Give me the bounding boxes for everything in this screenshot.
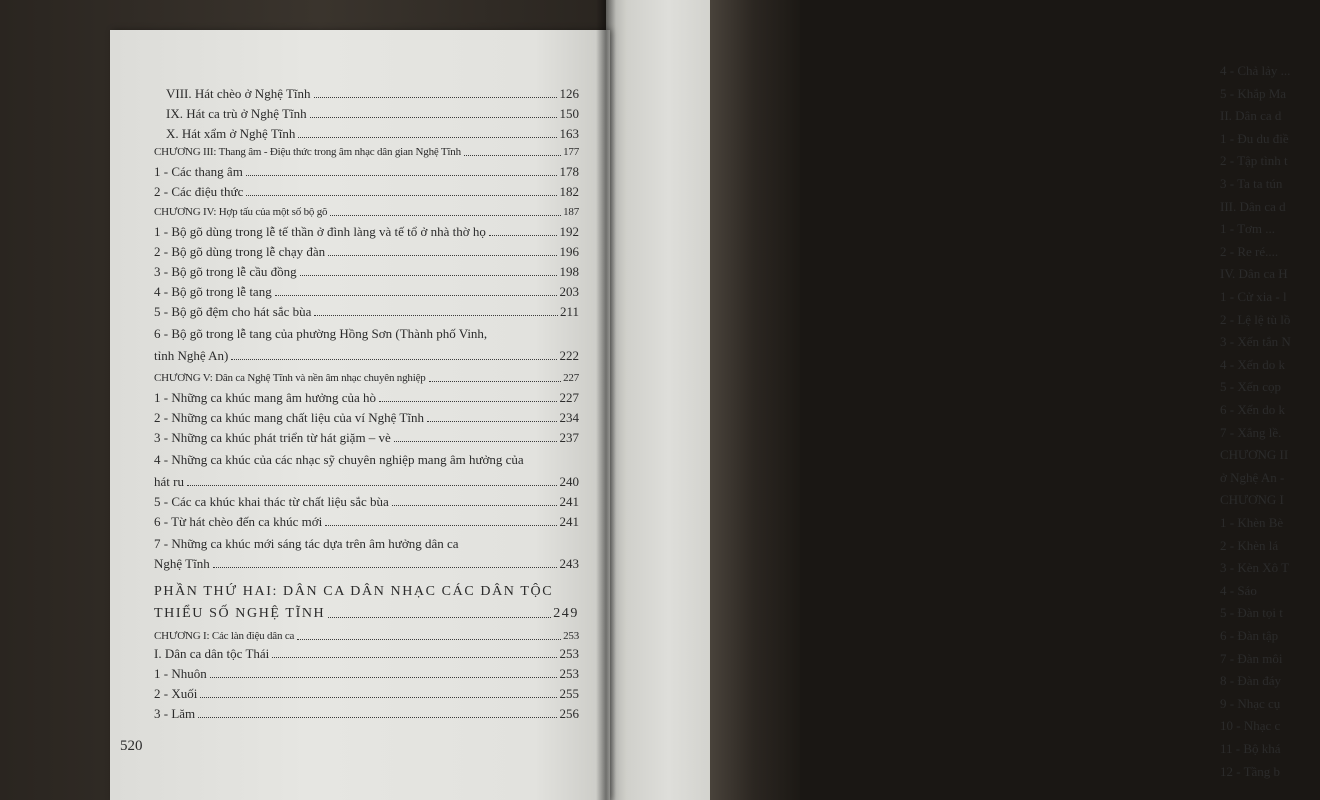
right-page-line: 12 - Tầng b: [1220, 763, 1281, 779]
toc-leader-dots: [489, 235, 557, 236]
toc-entry-page: 198: [559, 264, 579, 279]
right-page-line: 1 - Đu du điề: [1220, 130, 1289, 146]
toc-entry-title: 2 - Những ca khúc mang chất liệu của ví Nghệ Tĩnh: [154, 410, 424, 425]
toc-entry: [154, 492, 579, 512]
page-number: 520: [120, 738, 143, 754]
toc-entry-title: I. Dân ca dân tộc Thái: [154, 646, 270, 661]
toc-entry-title: 1 - Bộ gõ dùng trong lễ tế thần ở đình làng và tế tổ ở nhà thờ họ: [154, 224, 486, 239]
right-page-line: 2 - Lệ lệ tù lồ: [1220, 311, 1291, 327]
right-page-line: 1 - Cử xia - l: [1220, 289, 1287, 304]
toc-entry-title: CHƯƠNG IV: Hợp tấu của một số bộ gõ: [154, 206, 328, 218]
toc-leader-dots: [328, 617, 551, 618]
toc-entry-title: 6 - Bộ gõ trong lễ tang của phường Hồng Sơn (Thành phố Vinh,: [154, 326, 488, 341]
right-page-line: 1 - Khèn Bè: [1220, 515, 1284, 530]
right-page-line: 2 - Re ré....: [1220, 243, 1279, 259]
right-page-line: 2 - Khèn lá: [1220, 537, 1279, 553]
toc-entry-page: 163: [559, 126, 579, 141]
right-page-line: 2 - Tập tình t: [1220, 153, 1288, 169]
toc-leader-dots: [231, 359, 557, 360]
toc-entry-title: CHƯƠNG III: Thang âm - Điệu thức trong âm nhạc dân gian Nghệ Tĩnh: [154, 146, 461, 158]
toc-entry-page: 211: [559, 304, 579, 319]
right-page-line: 6 - Đàn tập: [1220, 628, 1279, 643]
toc-entry-title: 2 - Xuối: [154, 686, 198, 701]
toc-leader-dots: [210, 677, 557, 678]
toc-leader-dots: [314, 97, 557, 98]
right-page-line: 9 - Nhạc cụ: [1220, 695, 1281, 711]
toc-leader-dots: [187, 485, 557, 486]
right-page-line: 3 - Ta ta tún: [1220, 176, 1283, 191]
toc-entry-page: 227: [563, 372, 579, 384]
toc-entry-title: IX. Hát ca trù ở Nghệ Tĩnh: [166, 106, 307, 121]
toc-leader-dots: [200, 697, 557, 698]
toc-entry: [154, 684, 579, 704]
toc-entry-title: 3 - Bộ gõ trong lễ cầu đồng: [154, 264, 297, 279]
right-page-line: 7 - Xắng lề.: [1220, 424, 1282, 440]
toc-leader-dots: [394, 441, 557, 442]
toc-entry-page: 241: [559, 494, 579, 509]
right-page-line: IV. Dân ca H: [1220, 266, 1288, 282]
right-page-line: 5 - Khắp Ma: [1220, 85, 1287, 101]
right-page-line: 11 - Bộ khá: [1220, 741, 1281, 756]
toc-entry: [154, 368, 579, 388]
toc-leader-dots: [464, 155, 561, 156]
toc-entry-title: 3 - Những ca khúc phát triển từ hát giặm – vè: [154, 430, 391, 445]
right-page-line: 5 - Xến cọp: [1220, 379, 1282, 395]
toc-entry-page: 240: [559, 474, 579, 489]
toc-entry-title: 3 - Lăm: [154, 706, 196, 721]
toc-entry-title: 5 - Các ca khúc khai thác từ chất liệu sắc bùa: [154, 494, 389, 509]
toc-entry: [154, 534, 579, 554]
toc-entry-title: 2 - Các điệu thức: [154, 184, 244, 199]
right-page: [606, 0, 1291, 800]
toc-entry-title: CHƯƠNG I: Các làn điệu dân ca: [154, 630, 295, 642]
right-page-line: 4 - Chả lảy ...: [1220, 63, 1291, 78]
toc-entry: [154, 450, 579, 470]
toc-leader-dots: [314, 315, 558, 316]
toc-entry: [154, 664, 579, 684]
toc-entry-page: 196: [559, 244, 579, 259]
toc-entry-page: 253: [563, 630, 579, 642]
toc-entry-page: 253: [559, 646, 579, 661]
right-page-line: 7 - Đàn môi: [1220, 650, 1283, 666]
toc-entry: [154, 182, 579, 202]
toc-entry: [154, 84, 579, 104]
toc-entry: [154, 604, 579, 624]
toc-entry-title: Nghệ Tĩnh: [154, 556, 210, 571]
toc-entry-page: 256: [559, 706, 579, 721]
toc-entry-title: 1 - Nhuôn: [154, 666, 207, 681]
toc-entry: [154, 124, 579, 144]
toc-entry-page: 255: [559, 686, 579, 701]
toc-leader-dots: [246, 175, 557, 176]
toc-entry-page: 241: [559, 514, 579, 529]
toc-entry: [154, 388, 579, 408]
toc-leader-dots: [300, 275, 557, 276]
toc-entry-title: PHẦN THỨ HAI: DÂN CA DÂN NHẠC CÁC DÂN TỘC: [154, 584, 554, 599]
toc-leader-dots: [213, 567, 557, 568]
right-page-line: 8 - Đàn đáy: [1220, 673, 1282, 689]
toc-entry: [154, 242, 579, 262]
toc-entry-page: 126: [559, 86, 579, 101]
toc-leader-dots: [297, 639, 561, 640]
toc-entry-page: 178: [559, 164, 579, 179]
toc-entry: [154, 428, 579, 448]
toc-leader-dots: [310, 117, 557, 118]
right-page-line: CHƯƠNG II: [1220, 447, 1289, 463]
toc-entry-title: 4 - Những ca khúc của các nhạc sỹ chuyên nghiệp mang âm hưởng của: [154, 452, 524, 467]
right-page-line: II. Dân ca d: [1220, 108, 1282, 124]
toc-entry-page: 177: [563, 146, 579, 158]
toc-leader-dots: [427, 421, 557, 422]
toc-entry-title: 1 - Những ca khúc mang âm hưởng của hò: [154, 390, 377, 405]
right-page-line: 6 - Xến do k: [1220, 402, 1285, 417]
book-gutter: [596, 0, 616, 800]
toc-entry-title: X. Hát xẩm ở Nghệ Tĩnh: [166, 126, 296, 141]
toc-entry-page: 187: [563, 206, 579, 218]
toc-entry: [154, 512, 579, 532]
toc-entry: [154, 472, 579, 492]
toc-leader-dots: [198, 717, 557, 718]
toc-entry-title: CHƯƠNG V: Dân ca Nghệ Tĩnh và nền âm nhạc chuyên nghiệp: [154, 372, 426, 384]
right-page-line: ở Nghệ An -: [1220, 469, 1285, 485]
toc-entry-page: 237: [559, 430, 579, 445]
right-page-line: 4 - Xến do k: [1220, 356, 1285, 372]
toc-entry: [154, 202, 579, 222]
toc-leader-dots: [298, 137, 557, 138]
toc-entry: [154, 582, 579, 602]
right-page-line: 4 - Sáo: [1220, 582, 1257, 598]
toc-entry: [154, 324, 579, 344]
toc-entry: [154, 704, 579, 724]
right-page-line: CHƯƠNG I: [1220, 492, 1284, 508]
toc-entry-page: 222: [559, 348, 579, 363]
right-page-line: 1 - Tơm ...: [1220, 221, 1276, 237]
right-page-line: 3 - Xến tắn N: [1220, 334, 1291, 350]
toc-entry: [154, 142, 579, 162]
toc-entry: [154, 222, 579, 242]
toc-leader-dots: [275, 295, 557, 296]
toc-entry-page: 192: [559, 224, 579, 239]
toc-entry-page: 243: [559, 556, 579, 571]
toc-entry-title: 4 - Bộ gõ trong lễ tang: [154, 284, 272, 299]
toc-entry-page: 182: [559, 184, 579, 199]
toc-entry-title: hát ru: [154, 474, 184, 489]
toc-entry: [154, 626, 579, 646]
toc-entry-title: 7 - Những ca khúc mới sáng tác dựa trên âm hưởng dân ca: [154, 536, 459, 551]
toc-entry-page: 234: [559, 410, 579, 425]
toc-entry: [154, 302, 579, 322]
toc-entry-title: tỉnh Nghệ An): [154, 348, 229, 363]
right-page-line: 5 - Đàn tọi t: [1220, 605, 1283, 621]
toc-entry: [154, 554, 579, 574]
toc-leader-dots: [325, 525, 557, 526]
toc-entry: [154, 282, 579, 302]
toc-leader-dots: [246, 195, 557, 196]
toc-leader-dots: [328, 255, 557, 256]
book-edge-shadow: [708, 0, 800, 800]
toc-entry: [154, 162, 579, 182]
toc-entry-title: VIII. Hát chèo ở Nghệ Tĩnh: [166, 86, 311, 101]
toc-entry: [154, 346, 579, 366]
toc-leader-dots: [429, 381, 561, 382]
toc-entry-title: 1 - Các thang âm: [154, 164, 243, 179]
right-page-line: 10 - Nhạc c: [1220, 718, 1281, 734]
toc-entry-page: 227: [559, 390, 579, 405]
toc-entry: [154, 104, 579, 124]
toc-entry: [154, 408, 579, 428]
toc-entry-page: 249: [553, 606, 579, 621]
right-page-line: 3 - Kèn Xô T: [1220, 560, 1290, 576]
toc-entry-page: 203: [559, 284, 579, 299]
toc-entry-title: 5 - Bộ gõ đệm cho hát sắc bùa: [154, 304, 312, 319]
right-page-line: III. Dân ca d: [1220, 198, 1286, 214]
toc-entry-title: 2 - Bộ gõ dùng trong lễ chạy đàn: [154, 244, 326, 259]
toc-leader-dots: [272, 657, 557, 658]
toc-leader-dots: [392, 505, 557, 506]
toc-entry-title: THIỂU SỐ NGHỆ TĨNH: [154, 606, 326, 621]
toc-leader-dots: [379, 401, 557, 402]
toc-entry: [154, 262, 579, 282]
toc-entry-page: 253: [559, 666, 579, 681]
toc-entry-page: 150: [559, 106, 579, 121]
toc-entry: [154, 644, 579, 664]
toc-leader-dots: [330, 215, 561, 216]
toc-entry-title: 6 - Từ hát chèo đến ca khúc mới: [154, 514, 323, 529]
